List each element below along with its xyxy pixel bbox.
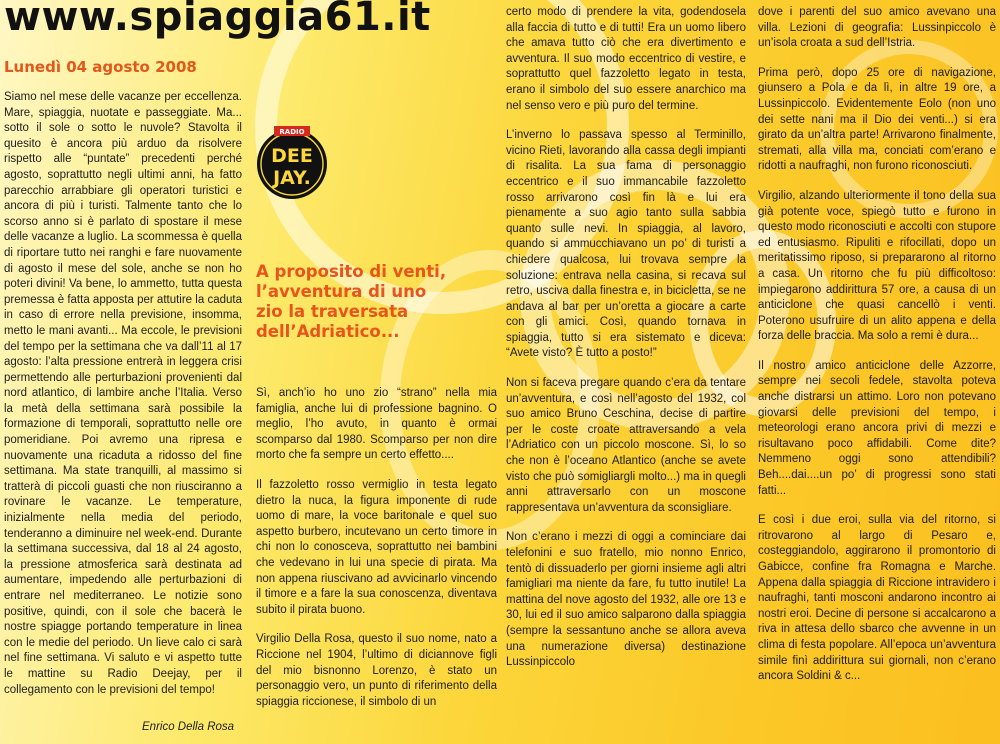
article-subtitle: A proposito di venti, l’avventura di uno zio la traversata dell’Adriatico... (256, 262, 447, 341)
site-title[interactable]: www.spiaggia61.it (4, 0, 431, 40)
article-column-2 (256, 386, 497, 724)
article-column-3 (506, 5, 746, 685)
article-column-4 (758, 5, 996, 699)
paragraph: Non c’erano i mezzi di oggi a cominciare dai telefonini e suo fratello, mio nonno Enrico, tentò di dissuaderlo per giorni insieme agli altri famigliari ma niente da fare, fu tutto inutile! La mattina del nove agosto del 1932, alle ore 13 e 30, lui ed il suo amico salparono dalla spiaggia (sempre la sessantuno anche se allora aveva una numerazione diversa) destinazione Lussinpiccolo (506, 531, 746, 669)
paragraph: Il nostro amico anticiclone delle Azzorre, sempre nei secoli fedele, stavolta poteva anche distrarsi un attimo. Loro non potevano giovarsi delle previsioni del tempo, i meteorologi erano ancora privi di mezzi e risultavano poco affidabili. Come dite? Nemmeno oggi sono attendibili? Beh....dai....un po’ di progressi sono stati fatti... (758, 359, 996, 497)
paragraph: Non si faceva pregare quando c’era da tentare un’avventura, e così nell’agosto del 1932, col suo amico Bruno Ceschina, decise di partire per le coste croate attraversando a vela l’Adriatico con un piccolo moscone. Sì, lo so che non è l’oceano Atlantico (anche se avete visto che può somigliargli molto...) ma in quegli anni attraversarlo con un moscone rappresentava un’avventura da sconsigliare. (506, 377, 746, 514)
article-column-1 (4, 90, 242, 712)
radio-deejay-logo (254, 124, 330, 200)
logo-dee-text: DEE (271, 145, 313, 167)
article-date: Lunedì 04 agosto 2008 (4, 58, 197, 76)
paragraph: Virgilio Della Rosa, questo il suo nome, nato a Riccione nel 1904, l’ultimo di diciannove figli del mio bisnonno Lorenzo, è stato un personaggio vero, un punto di riferimento della spiaggia riccionese, il simbolo di un (256, 633, 497, 708)
paragraph: Siamo nel mese delle vacanze per eccellenza. Mare, spiaggia, nuotate e passeggiate. Ma... sotto il sole o sotto le nuvole? Stavolta il quesito è ancora più arduo da risolvere rispetto alle “puntate” precedenti perché agosto, soprattutto negli ultimi anni, ha fatto parecchio arrabbiare gli operatori turistici e ancora di più i turisti. Talmente tanto che lo scorso anno si è parlato di spostare il mese delle vacanze a luglio. La scommessa è quella di riportare tutto nei ranghi e fare nuovamente di agosto il mese del sole, anche se non ho poteri divini! Va bene, lo ammetto, tutta questa premessa è fatta apposta per attutire la caduta in caso di errore nella previsione, insomma, metto le mani avanti... Ma eccole, le previsioni del tempo per la settimana che va dall’11 al 17 agosto: l’alta pressione entrerà in leggera crisi permettendo alle perturbazioni provenienti dal nord atlantico, di lambire anche l’Italia. Verso la metà della settimana sarà possibile la formazione di temporali, soprattutto nelle ore pomeridiane. Poi avremo una ripresa e nuovamente una ricaduta a ridosso del fine settimana. Ma state tranquilli, al massimo si tratterà di piccoli guasti che non riusciranno a rovinare le vacanze. Le temperature, inizialmente nella media del periodo, tenderanno a diminuire nel week-end. Durante la settimana successiva, dal 18 al 24 agosto, la pressione atmosferica sarà destinata ad aumentare, impedendo alle perturbazioni di entrare nel mediterraneo. Le notizie sono positive, quindi, con il sole che bacerà le nostre spiagge portando temperature in linea con le medie del periodo. Un lieve calo ci sarà nel fine settimana. Vi saluto e vi aspetto tutte le mattine su Radio Deejay, per il collegamento con le previsioni del tempo! (4, 91, 242, 696)
paragraph: Il fazzoletto rosso vermiglio in testa legato dietro la nuca, la figura imponente di rude uomo di mare, la voce baritonale e quel suo aspetto burbero, incutevano un certo timore in chi non lo conosceva, soprattutto nei bambini che vedevano in lui una specie di pirata. Ma non appena riuscivano ad avvicinarlo vincendo il timore e a fare la sua conoscenza, diventava subito il pirata buono. (256, 478, 497, 616)
paragraph: dove i parenti del suo amico avevano una villa. Lezioni di geografia: Lussinpiccolo è un’isola croata a sud dell’Istria. (758, 6, 996, 50)
paragraph: E così i due eroi, sulla via del ritorno, si ritrovarono al largo di Pesaro e, costeggiandolo, aggirarono il promontorio di Gabicce, confine fra Romagna e Marche. Appena dalla spiaggia di Riccione intravidero i naufraghi, tanti mosconi andarono incontro ai nostri eroi. Decine di persone si accalcarono a riva in attesa dello sbarco che avvenne in un clima di festa popolare. All’epoca un’avventura simile finì addirittura sui giornali, non c’erano ancora Soldini & c... (758, 514, 996, 683)
author-signature: Enrico Della Rosa (142, 721, 235, 733)
paragraph: L’inverno lo passava spesso al Terminillo, vicino Rieti, lavorando alla cassa degli impianti di risalita. La sua fama di personaggio eccentrico e il suo immancabile fazzoletto rosso arrivarono così fin là e lui era pienamente a suo agio tanto sulla sabbia quanto sulle nevi. In spiaggia, al lavoro, quando si ammucchiavano un po’ di turisti a chiedere qualcosa, lui trovava sempre la soluzione: entrava nella casina, si recava sul retro, usciva dalla finestra e, in bicicletta, se ne andava al bar per un’oretta a giocare a carte con gli amici. Così, quando tornava in spiaggia, tutto si era sistemato e diceva: “Avete visto? È tutto a posto!” (506, 129, 746, 360)
paragraph: Prima però, dopo 25 ore di navigazione, giunsero a Pola e da lì, in altre 19 ore, a Lussinpiccolo. Evidentemente Eolo (non uno dei sette nani ma il Dio dei venti...) si era girato da un’altra parte! Arrivarono finalmente, stremati, alla villa ma, conciati com’erano e ridotti a naufraghi, non furono riconosciuti. (758, 66, 996, 173)
paragraph: Sì, anch’io ho uno zio “strano” nella mia famiglia, anche lui di professione bagnino. O meglio, l’ho avuto, in quanto è ormai scomparso dal 1980. Scomparso per non dire morto che fa sempre un certo effetto.... (256, 387, 497, 462)
paragraph: certo modo di prendere la vita, godendosela alla faccia di tutto e di tutti! Era un uomo libero che amava tutto ciò che era divertimento e avventura. Il suo modo eccentrico di vestire, e soprattutto quel fazzoletto legato in testa, erano il simbolo del suo essere anarchico ma nel senso vero e più puro del termine. (506, 6, 746, 112)
paragraph: Virgilio, alzando ulteriormente il tono della sua già potente voce, spiegò tutto e furono in questo modo riconosciuti e accolti con stupore ed entusiasmo. Ripuliti e rifocillati, dopo un meritatissimo riposo, si prepararono al ritorno a casa. Un ritorno che fu più difficoltoso: impiegarono addirittura 57 ore, a causa di un anticiclone che quasi cancellò i venti. Poterono usufruire di un alito appena e della forza delle braccia. Ma solo a remi è dura... (758, 189, 996, 343)
logo-radio-text: RADIO (279, 128, 305, 136)
logo-jay-text: JAY. (273, 167, 311, 189)
